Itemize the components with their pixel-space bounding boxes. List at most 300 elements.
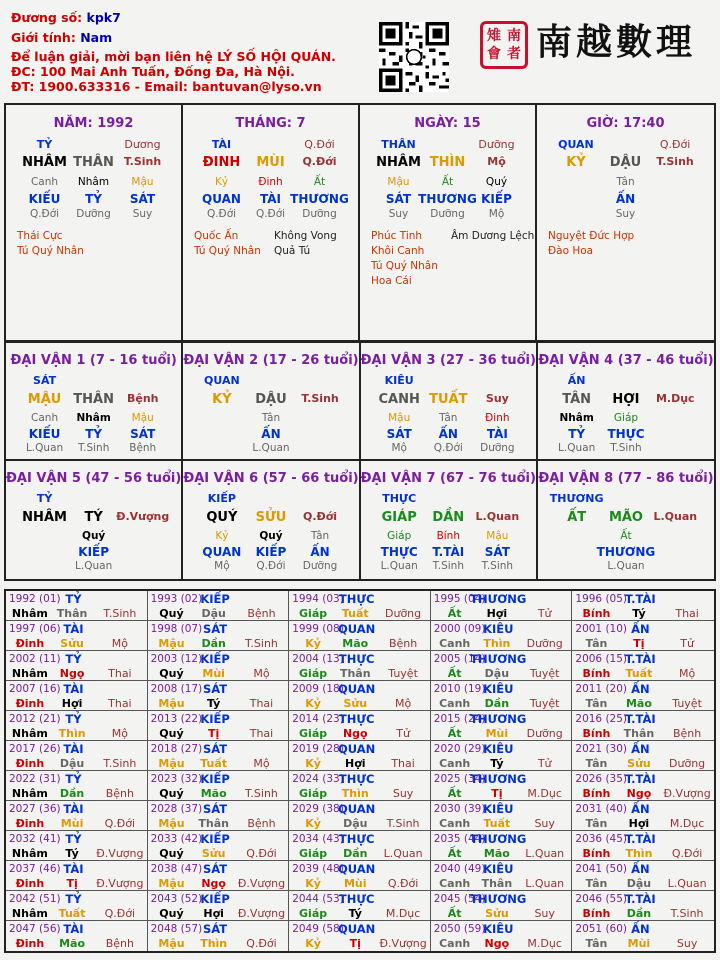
year-stem: Quý <box>159 907 184 920</box>
year-label: 1994 (03) <box>292 593 344 605</box>
year-pillar-row <box>431 757 572 770</box>
year-pillar-row <box>289 667 430 680</box>
pillar-top-gods <box>6 138 181 152</box>
year-pillar-row <box>6 697 147 710</box>
year-branch: Mùi <box>627 937 651 950</box>
year-label: 2033 (42) <box>150 833 203 845</box>
year-cell <box>6 651 148 681</box>
year-cell <box>6 591 148 621</box>
pillar-cell <box>537 105 714 340</box>
year-pillar-row <box>572 907 714 920</box>
year-state: Tuyệt <box>529 667 560 680</box>
dai-van-hidden-item: THỰC <box>607 427 645 441</box>
year-branch: Thìn <box>341 787 369 800</box>
year-label: 1992 (01) <box>9 593 61 605</box>
year-branch: Thìn <box>625 847 653 860</box>
pillar-top-state: Dương <box>124 138 161 151</box>
dai-van-title: ĐẠI VẬN 2 (17 - 26 tuổi) <box>183 353 359 368</box>
dai-van-hidden-item: T.Sinh <box>481 560 514 572</box>
year-god: T.TÀI <box>625 592 656 606</box>
year-god: THƯƠNG <box>470 832 527 846</box>
year-pillar-row <box>6 937 147 950</box>
pillar-cell <box>183 105 360 340</box>
dai-van-hidden-item: Mậu <box>388 412 411 424</box>
pillar-hidden-item: THƯƠNG <box>290 192 349 206</box>
pillar-stem-god: TÀI <box>211 138 232 151</box>
year-cell <box>6 801 148 831</box>
year-stem: Đinh <box>15 817 45 830</box>
dai-van-hidden-item: Giáp <box>387 530 412 542</box>
year-god: THƯƠNG <box>470 652 527 666</box>
dai-van-hidden-item: L.Quan <box>380 560 418 572</box>
dai-van-hidden-row <box>183 442 358 456</box>
dai-van-main-row <box>361 510 536 528</box>
year-label: 2032 (41) <box>9 833 61 845</box>
year-state: Dưỡng <box>526 727 563 740</box>
year-cell <box>572 771 714 801</box>
year-god: ẤN <box>631 742 650 756</box>
year-stem: Bính <box>582 607 611 620</box>
dai-van-branch: DẦN <box>432 510 465 525</box>
year-label: 2039 (48) <box>292 863 344 875</box>
pillar-hidden-row <box>537 192 714 206</box>
dai-van-stem-god: THỰC <box>382 492 417 505</box>
pillar-hidden-row <box>6 192 181 206</box>
year-god: KIÊU <box>483 622 514 636</box>
contact-address: ĐC: 100 Mai Anh Tuấn, Đống Đa, Hà Nội. <box>11 64 295 79</box>
dai-van-top-god <box>361 492 536 506</box>
year-label: 2045 (54) <box>433 893 486 905</box>
year-state: Suy <box>676 937 698 950</box>
pillar-hidden-item: Ất <box>441 176 454 188</box>
year-cell <box>572 801 714 831</box>
four-pillars-table <box>4 103 716 342</box>
year-god: TỶ <box>65 772 82 786</box>
year-cell <box>6 771 148 801</box>
dai-van-top-god <box>6 374 181 388</box>
year-cell <box>148 741 290 771</box>
pillar-hidden-row <box>6 208 181 222</box>
year-cell <box>431 621 573 651</box>
dai-van-hidden-row <box>183 427 358 441</box>
year-state: T.Sinh <box>670 907 704 920</box>
pillar-hidden-item: Q.Đới <box>29 208 60 220</box>
dai-van-cell <box>6 343 183 461</box>
year-branch: Dần <box>59 787 85 800</box>
dai-van-hidden-item: Quý <box>82 530 106 542</box>
year-pillar-row <box>289 607 430 620</box>
year-stem: Tân <box>585 757 608 770</box>
year-label: 2014 (23) <box>292 713 344 725</box>
pillar-star: Nguyệt Đức Hợp <box>548 230 635 242</box>
year-stem: Canh <box>439 877 471 890</box>
year-branch: Thân <box>56 607 88 620</box>
year-branch: Tuất <box>625 667 653 680</box>
year-branch: Dần <box>201 637 226 650</box>
dai-van-stem: QUÝ <box>206 510 238 525</box>
year-pillar-row <box>572 847 714 860</box>
year-stem: Nhâm <box>11 907 48 920</box>
year-cell <box>6 831 148 861</box>
year-cell <box>572 681 714 711</box>
dai-van-hidden-row <box>6 442 181 456</box>
year-cell <box>431 861 573 891</box>
year-god: SÁT <box>203 802 228 816</box>
year-cell <box>289 711 431 741</box>
dai-van-title: ĐẠI VẬN 5 (47 - 56 tuổi) <box>6 471 182 486</box>
year-label: 2050 (59) <box>433 923 486 935</box>
year-pillar-row <box>289 817 430 830</box>
year-branch: Thìn <box>58 727 86 740</box>
year-branch: Thân <box>623 727 655 740</box>
year-pillar-row <box>289 937 430 950</box>
dai-van-hidden-item: T.Sinh <box>77 442 110 454</box>
year-state: Tuyệt <box>672 697 702 710</box>
dai-van-hidden-item: T.Sinh <box>432 560 464 572</box>
year-cell <box>572 831 714 861</box>
year-branch: Mùi <box>485 727 509 740</box>
year-label: 1993 (02) <box>150 593 203 605</box>
dai-van-stem: NHÂM <box>22 510 67 525</box>
dai-van-stem: ẤT <box>567 510 587 525</box>
year-pillar-row <box>6 727 147 740</box>
year-label: 2031 (40) <box>575 803 628 815</box>
year-god: TÀI <box>63 862 84 876</box>
year-stem: Nhâm <box>11 727 48 740</box>
year-state: Q.Đới <box>387 877 419 890</box>
dai-van-hidden-item: Mậu <box>486 530 509 542</box>
year-branch: Ngọ <box>59 667 85 680</box>
year-branch: Dần <box>343 847 368 860</box>
pillar-state: T.Sinh <box>123 155 162 168</box>
year-branch: Mão <box>625 697 652 710</box>
pillar-hidden-item: Q.Đới <box>255 208 286 220</box>
dai-van-hidden-item: THƯƠNG <box>596 545 656 559</box>
pillar-stem-god: QUAN <box>558 138 594 151</box>
year-label: 1997 (06) <box>9 623 61 635</box>
pillar-hidden-row <box>537 208 714 222</box>
dai-van-state: T.Sinh <box>301 392 339 405</box>
year-cell <box>6 891 148 921</box>
year-branch: Dậu <box>484 667 510 680</box>
year-branch: Tý <box>65 847 79 860</box>
year-god: THỰC <box>338 712 375 726</box>
pillar-hidden-item: KIẾP <box>481 192 512 206</box>
pillar-hidden-item: Suy <box>132 208 153 220</box>
year-branch: Tuất <box>341 607 369 620</box>
year-state: Tử <box>396 727 410 740</box>
dai-van-hidden-row <box>538 530 714 544</box>
dai-van-hidden-row <box>538 545 714 559</box>
dai-van-hidden-item: QUAN <box>202 545 242 559</box>
dai-van-hidden-item: SÁT <box>130 427 156 441</box>
year-stem: Nhâm <box>11 667 48 680</box>
year-state: Thai <box>391 757 415 770</box>
year-cell <box>572 711 714 741</box>
year-branch: Ngọ <box>342 727 368 740</box>
year-state: Dưỡng <box>385 607 422 620</box>
dai-van-top-god <box>361 374 536 388</box>
yearly-luck-table <box>4 589 716 953</box>
year-god: SÁT <box>203 922 228 936</box>
year-stem: Mậu <box>158 757 185 770</box>
pillar-title: GIỜ: 17:40 <box>586 116 665 131</box>
dai-van-main-row <box>6 510 181 528</box>
year-pillar-row <box>289 877 430 890</box>
year-pillar-row <box>289 637 430 650</box>
year-branch: Ngọ <box>201 877 226 890</box>
year-branch: Mão <box>200 787 227 800</box>
year-label: 2034 (43) <box>292 833 344 845</box>
year-state: Dưỡng <box>526 637 563 650</box>
year-cell <box>289 801 431 831</box>
pillar-hidden-item: ẤN <box>615 192 636 206</box>
year-cell <box>6 921 148 951</box>
dai-van-hidden-row <box>361 412 536 426</box>
year-state: Đ.Vượng <box>237 877 286 890</box>
pillar-branch: THÂN <box>73 155 114 170</box>
pillar-star: Tú Quý Nhân <box>371 260 438 272</box>
dai-van-hidden-row <box>538 442 714 456</box>
dai-van-hidden-row <box>361 530 536 544</box>
year-god: ẤN <box>631 802 650 816</box>
year-god: SÁT <box>203 682 228 696</box>
pillar-top-state: Q.Đới <box>659 138 691 151</box>
pillar-branch: MÙI <box>256 155 285 170</box>
dai-van-stem: MẬU <box>27 392 62 407</box>
year-cell <box>148 891 290 921</box>
year-cell <box>289 891 431 921</box>
year-branch: Dần <box>626 907 652 920</box>
year-label: 2030 (39) <box>433 803 486 815</box>
year-stem: Quý <box>159 787 184 800</box>
year-god: T.TÀI <box>625 892 656 906</box>
year-pillar-row <box>289 697 430 710</box>
year-pillar-row <box>148 787 289 800</box>
year-label: 1998 (07) <box>150 623 203 635</box>
dai-van-cell <box>183 343 360 461</box>
dai-van-hidden-item: Canh <box>31 412 59 424</box>
dai-van-hidden-row <box>538 427 714 441</box>
year-branch: Tý <box>348 907 362 920</box>
year-pillar-row <box>572 607 714 620</box>
year-cell <box>148 591 290 621</box>
year-stem: Mậu <box>158 637 185 650</box>
year-cell <box>148 801 290 831</box>
year-god: QUAN <box>338 682 376 696</box>
dai-van-hidden-row <box>6 412 181 426</box>
year-pillar-row <box>431 877 572 890</box>
year-pillar-row <box>148 697 289 710</box>
dai-van-hidden-item: Tân <box>261 412 281 424</box>
year-state: T.Sinh <box>103 757 137 770</box>
year-label: 2015 (24) <box>433 713 486 725</box>
pillar-hidden-item: Nhâm <box>77 176 110 188</box>
year-label: 1996 (05) <box>575 593 628 605</box>
contact-note: Để luận giải, mời bạn liên hệ LÝ SỐ HỘI QUÁN. <box>11 49 336 64</box>
year-state: Mộ <box>394 697 412 710</box>
dai-van-cell <box>538 343 714 461</box>
year-god: ẤN <box>631 622 650 636</box>
year-label: 2027 (36) <box>9 803 61 815</box>
year-label: 2046 (55) <box>575 893 628 905</box>
pillar-hidden-item: Tân <box>616 176 635 188</box>
year-god: THỰC <box>338 592 375 606</box>
year-stem: Tân <box>585 697 608 710</box>
pillar-hidden-item: Đinh <box>258 176 283 188</box>
year-pillar-row <box>289 727 430 740</box>
year-branch: Thân <box>339 667 371 680</box>
pillar-hidden-item: Q.Đới <box>206 208 237 220</box>
dai-van-branch: TÝ <box>84 510 103 525</box>
dai-van-hidden-row <box>361 560 536 574</box>
dai-van-hidden-item: THỰC <box>380 545 418 559</box>
dai-van-hidden-row <box>6 530 181 544</box>
year-cell <box>148 921 290 951</box>
year-god: THƯƠNG <box>470 712 527 726</box>
year-pillar-row <box>572 727 714 740</box>
year-god: TÀI <box>63 622 84 636</box>
year-pillar-row <box>572 877 714 890</box>
year-cell <box>431 741 573 771</box>
year-state: Mộ <box>253 757 270 770</box>
pillar-title: THÁNG: 7 <box>235 116 306 131</box>
dai-van-hidden-item: ẤN <box>438 427 458 441</box>
year-pillar-row <box>572 817 714 830</box>
dai-van-hidden-row <box>183 412 358 426</box>
pillar-hidden-item: Suy <box>388 208 409 220</box>
year-cell <box>6 681 148 711</box>
dai-van-hidden-item: Quý <box>259 530 283 542</box>
year-label: 2003 (12) <box>150 653 203 665</box>
year-label: 2004 (13) <box>292 653 344 665</box>
year-branch: Tị <box>633 637 645 650</box>
year-state: Tử <box>680 637 694 650</box>
dai-van-state: L.Quan <box>653 510 698 523</box>
dai-van-hidden-item: Q.Đới <box>433 442 463 454</box>
year-state: Mộ <box>111 727 128 740</box>
year-branch: Mùi <box>60 817 84 830</box>
year-label: 2042 (51) <box>9 893 61 905</box>
pillar-hidden-item: Dưỡng <box>76 208 111 220</box>
dai-van-table <box>4 341 716 581</box>
dai-van-hidden-item: KIẾP <box>78 545 110 559</box>
year-branch: Dậu <box>626 877 652 890</box>
year-state: Q.Đới <box>246 847 277 860</box>
dai-van-cell <box>183 461 360 579</box>
year-label: 2002 (11) <box>9 653 61 665</box>
pillar-star: Phúc Tinh <box>371 230 423 242</box>
year-pillar-row <box>431 937 572 950</box>
year-state: Thai <box>108 667 132 680</box>
year-stem: Giáp <box>299 607 328 620</box>
year-label: 2005 (14) <box>433 653 486 665</box>
dai-van-top-god <box>183 492 358 506</box>
year-cell <box>572 621 714 651</box>
year-pillar-row <box>148 757 289 770</box>
year-pillar-row <box>431 817 572 830</box>
dai-van-hidden-item: L.Quan <box>607 560 645 572</box>
year-label: 2018 (27) <box>150 743 203 755</box>
year-cell <box>572 741 714 771</box>
pillar-cell <box>360 105 537 340</box>
year-label: 2028 (37) <box>150 803 203 815</box>
year-branch: Mùi <box>202 667 225 680</box>
year-stem: Quý <box>159 847 184 860</box>
year-pillar-row <box>431 667 572 680</box>
year-god: KIẾP <box>200 652 230 666</box>
dai-van-main-row <box>6 392 181 410</box>
dai-van-hidden-row <box>6 427 181 441</box>
year-label: 2041 (50) <box>575 863 628 875</box>
pillar-star: Quốc Ấn <box>194 230 239 242</box>
pillar-hidden-item: Suy <box>615 208 636 220</box>
year-cell <box>148 621 290 651</box>
year-state: Đ.Vượng <box>237 907 286 920</box>
dai-van-state: Q.Đới <box>303 510 338 523</box>
pillar-hidden-item: TÀI <box>259 192 282 206</box>
year-god: QUAN <box>338 622 376 636</box>
year-label: 2035 (44) <box>433 833 486 845</box>
year-state: Đ.Vượng <box>663 787 711 800</box>
year-label: 2025 (34) <box>433 773 486 785</box>
year-god: T.TÀI <box>625 712 656 726</box>
year-label: 2049 (58) <box>292 923 344 935</box>
year-stem: Đinh <box>15 757 45 770</box>
year-branch: Dậu <box>201 607 226 620</box>
year-cell <box>289 861 431 891</box>
year-stem: Giáp <box>299 907 328 920</box>
year-pillar-row <box>431 847 572 860</box>
year-pillar-row <box>6 847 147 860</box>
pillar-hidden-row <box>360 176 535 190</box>
year-cell <box>431 801 573 831</box>
year-label: 2044 (53) <box>292 893 344 905</box>
year-pillar-row <box>6 877 147 890</box>
year-cell <box>6 711 148 741</box>
year-label: 2022 (31) <box>9 773 61 785</box>
year-god: QUAN <box>338 802 376 816</box>
year-god: TỶ <box>65 712 82 726</box>
dai-van-state: L.Quan <box>475 510 520 523</box>
dai-van-cell <box>6 461 183 579</box>
pillar-state: Mộ <box>487 155 506 168</box>
year-god: KIẾP <box>200 892 230 906</box>
year-state: Đ.Vượng <box>96 847 144 860</box>
year-cell <box>289 741 431 771</box>
year-stem: Ất <box>447 727 462 740</box>
year-label: 2000 (09) <box>433 623 486 635</box>
year-god: KIẾP <box>200 832 230 846</box>
year-state: Mộ <box>253 667 270 680</box>
pillar-branch: THÌN <box>429 155 466 170</box>
year-stem: Mậu <box>158 817 185 830</box>
dai-van-hidden-item: L.Quan <box>75 560 113 572</box>
year-stem: Đinh <box>15 937 45 950</box>
dai-van-hidden-item: Q.Đới <box>256 560 286 572</box>
dai-van-top-god <box>6 492 181 506</box>
year-cell <box>289 921 431 951</box>
year-state: Đ.Vượng <box>379 937 427 950</box>
pillar-star: Không Vong <box>274 230 337 242</box>
year-pillar-row <box>572 757 714 770</box>
year-state: T.Sinh <box>245 787 278 800</box>
year-branch: Tý <box>632 607 646 620</box>
year-cell <box>148 861 290 891</box>
qr-code[interactable] <box>379 22 449 92</box>
year-stem: Bính <box>582 847 611 860</box>
year-god: KIÊU <box>483 922 514 936</box>
